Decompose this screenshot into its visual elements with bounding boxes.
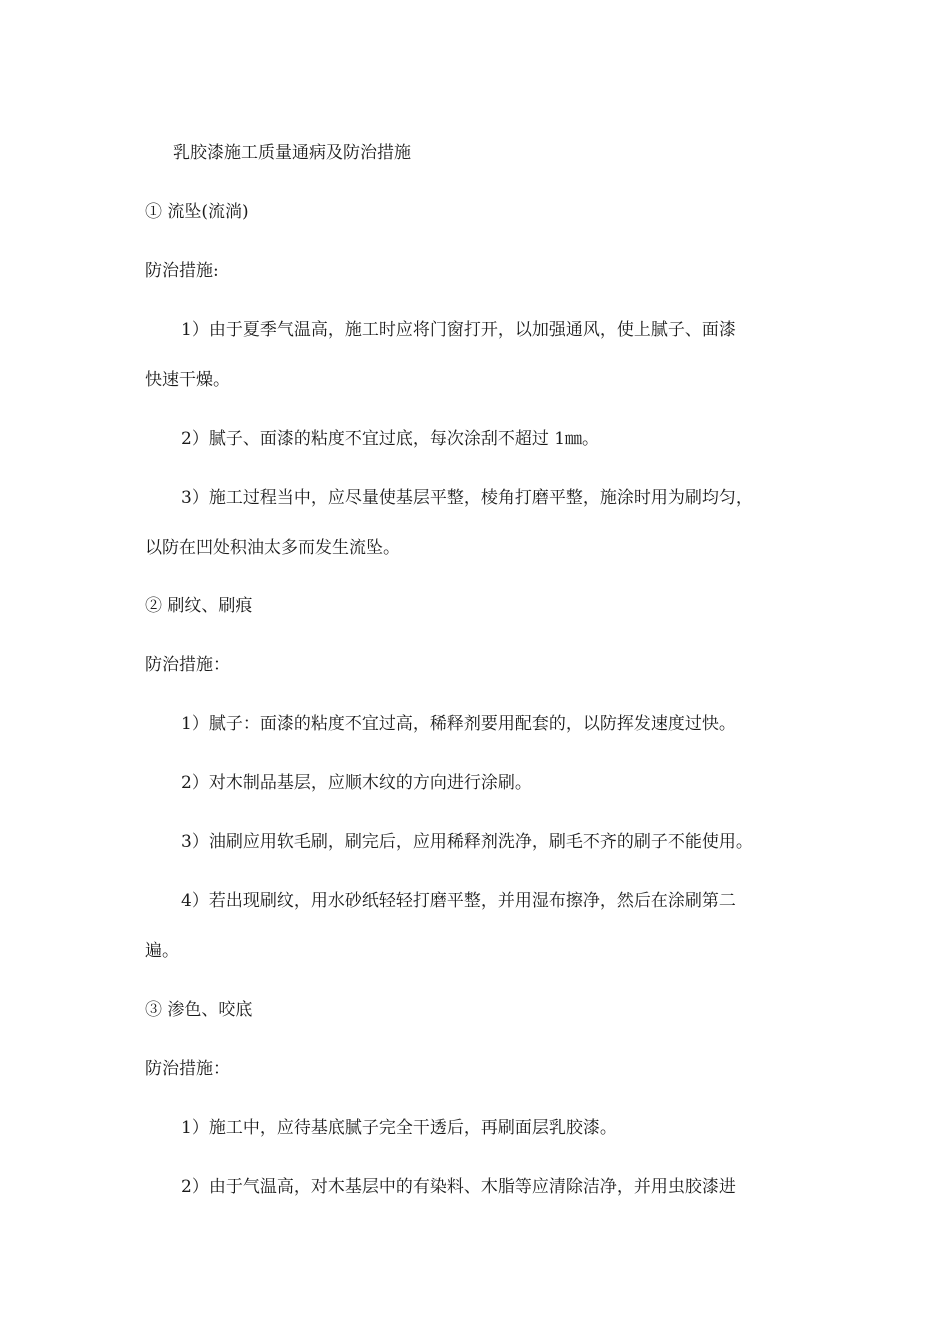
- section-2-item-3: 3）油刷应用软毛刷，刷完后，应用稀释剂洗净，刷毛不齐的刷子不能使用。: [181, 832, 753, 852]
- section-1-item-3-continued: 以防在凹处积油太多而发生流坠。: [145, 538, 400, 558]
- section-2-heading: ② 刷纹、刷痕: [145, 596, 253, 616]
- section-1-item-3: 3）施工过程当中，应尽量使基层平整，棱角打磨平整，施涂时用为刷均匀，: [181, 488, 753, 508]
- section-1-item-1-continued: 快速干燥。: [145, 370, 230, 390]
- section-1-heading: ① 流坠(流淌): [145, 202, 249, 222]
- section-2-item-2: 2）对木制品基层，应顺木纹的方向进行涂刷。: [181, 773, 532, 793]
- document-title: 乳胶漆施工质量通病及防治措施: [173, 143, 411, 163]
- section-2-item-4: 4）若出现刷纹，用水砂纸轻轻打磨平整，并用湿布擦净，然后在涂刷第二: [181, 891, 736, 911]
- section-3-item-1: 1）施工中，应待基底腻子完全干透后，再刷面层乳胶漆。: [181, 1118, 617, 1138]
- section-1-item-1: 1）由于夏季气温高，施工时应将门窗打开，以加强通风，使上腻子、面漆: [181, 320, 736, 340]
- section-2-item-4-continued: 遍。: [145, 941, 179, 961]
- section-2-measures-label: 防治措施：: [145, 655, 230, 675]
- section-1-measures-label: 防治措施:: [145, 261, 219, 281]
- section-3-measures-label: 防治措施：: [145, 1059, 230, 1079]
- section-3-heading: ③ 渗色、咬底: [145, 1000, 253, 1020]
- section-2-item-1: 1）腻子：面漆的粘度不宜过高，稀释剂要用配套的，以防挥发速度过快。: [181, 714, 736, 734]
- section-1-item-2: 2）腻子、面漆的粘度不宜过底，每次涂刮不超过 1㎜。: [181, 429, 600, 449]
- section-3-item-2: 2）由于气温高，对木基层中的有染料、木脂等应清除洁净，并用虫胶漆进: [181, 1177, 736, 1197]
